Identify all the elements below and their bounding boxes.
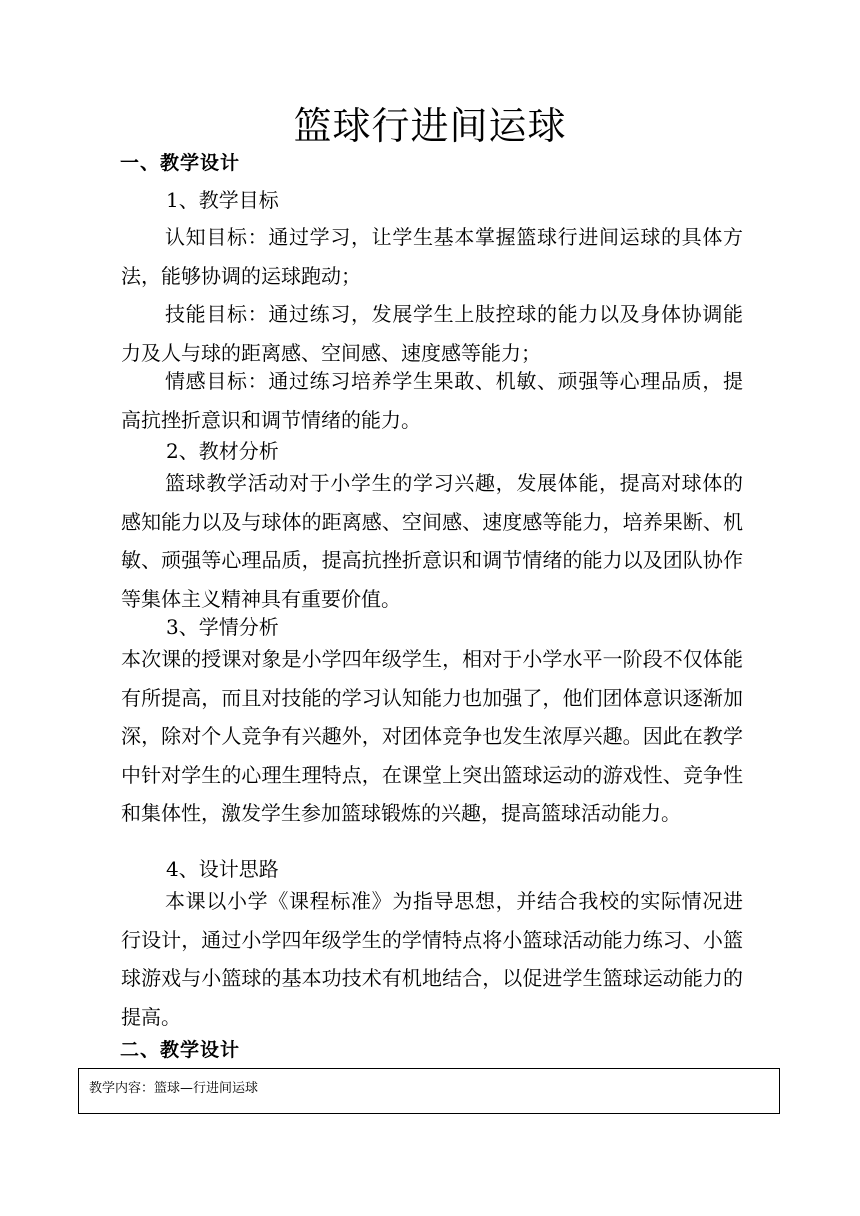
section-heading-teaching-design: 一、教学设计 [120,152,241,174]
paragraph-student-analysis: 本次课的授课对象是小学四年级学生，相对于小学水平一阶段不仅体能有所提高，而且对技能的学习认知能力也加强了，他们团体意识逐渐加深，除对个人竞争有兴趣外，对团体竞争也发生浓厚兴趣。因此在教学中针对学生的心理生理特点，在课堂上突出篮球运动的游戏性、竞争性和集体性，激发学生参加篮球锻炼的兴趣，提高篮球活动能力。 [121,647,743,825]
table-cell-teaching-content: 教学内容：篮球—行进间运球 [89,1081,259,1096]
subheading-student-analysis: 3、学情分析 [166,615,279,639]
subheading-teaching-goals: 1、教学目标 [166,188,279,212]
paragraph-material-analysis: 篮球教学活动对于小学生的学习兴趣，发展体能，提高对球体的感知能力以及与球体的距离感、空间感、速度感等能力，培养果断、机敏、顽强等心理品质，提高抗挫折意识和调节情绪的能力以及团队协作等集体主义精神具有重要价值。 [121,471,743,611]
subheading-material-analysis: 2、教材分析 [166,439,279,463]
paragraph-design-approach: 本课以小学《课程标准》为指导思想，并结合我校的实际情况进行设计，通过小学四年级学生的学情特点将小篮球活动能力练习、小篮球游戏与小篮球的基本功技术有机地结合，以促进学生篮球运动能力的提高。 [121,889,743,1029]
paragraph-cognitive-goal: 认知目标：通过学习，让学生基本掌握篮球行进间运球的具体方法，能够协调的运球跑动； [121,225,743,288]
paragraph-skill-goal: 技能目标：通过练习，发展学生上肢控球的能力以及身体协调能力及人与球的距离感、空间感、速度感等能力； [121,302,743,365]
document-title: 篮球行进间运球 [293,104,567,148]
section-heading-teaching-design-2: 二、教学设计 [120,1039,241,1061]
paragraph-emotional-goal: 情感目标：通过练习培养学生果敢、机敏、顽强等心理品质，提高抗挫折意识和调节情绪的能力。 [121,369,743,432]
subheading-design-approach: 4、设计思路 [166,857,279,881]
lesson-table [78,1068,780,1114]
